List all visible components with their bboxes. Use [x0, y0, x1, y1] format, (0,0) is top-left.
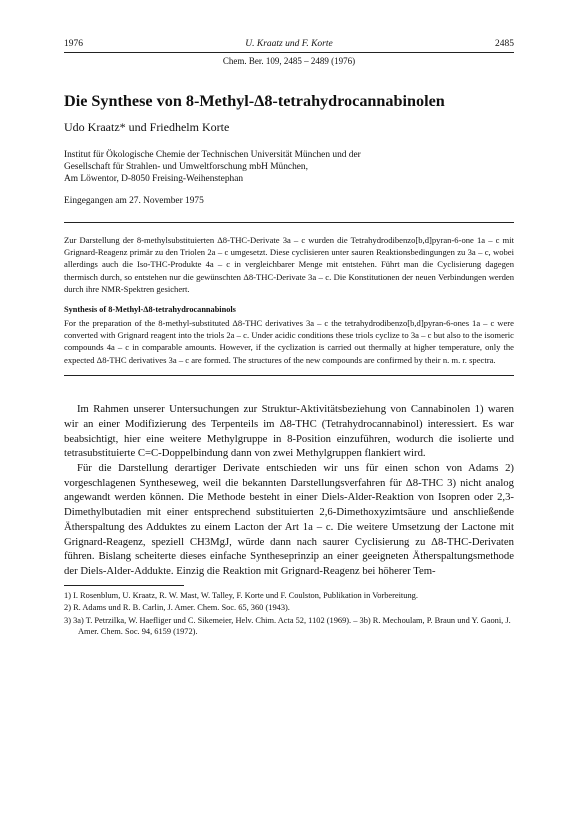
- institution-line: Am Löwentor, D-8050 Freising-Weihenstephan: [64, 174, 244, 185]
- institution-line: Institut für Ökologische Chemie der Technischen Universität München und der: [64, 150, 361, 160]
- abstract-german: Zur Darstellung der 8-methylsubstituierten Δ8-THC-Derivate 3a – c wurden die Tetrahydrodibenzo[b,d]pyran-6-one 1a – c mit Grignard-Reagenz primär zu den Triolen 2a – c umgesetzt. Diese cyclisieren unter sauren Reaktionsbedingungen zu 3a – c, wobei allerdings auch die Iso-THC-Produkte 4a – c in vergleichbarer Menge mit entstehen. Führt man die Cyclisierung dagegen thermisch durch, so entstehen nur die gewünschten Δ8-THC-Derivate 3a – c. Die Konstitutionen der neuen Verbindungen werden durch ihre NMR-Spektren gesichert.: [64, 234, 514, 295]
- body-paragraph: Für die Darstellung derartiger Derivate entschieden wir uns für einen schon von Adams 2) vorgeschlagenen Syntheseweg, weil die bekannten Darstellungsverfahren für Δ8-THC 3) nicht analog angewandt werden können. Die Methode besteht in einer Diels-Alder-Reaktion von Isopren oder 2,3-Dimethylbutadien mit einer entsprechend substituierten 2,6-Dimethoxyzimtsäure und anschließende Ätherspaltung des Adduktes zu einem Lacton der Art 1a – c. Die weitere Umsetzung der Lactone mit Grignard-Reagenz, speziell CH3MgJ, würde dann nach saurer Cyclisierung zu Δ8-THC-Derivaten führen. Bislang scheiterte dieses einfache Syntheseprinzip an einer geeigneten Ätherspaltungsmethode der Diels-Alder-Addukte. Einzig die Reaktion mit Grignard-Reagenz bei höherer Tem-: [64, 462, 514, 577]
- footnote: 2) R. Adams und R. B. Carlin, J. Amer. Chem. Soc. 65, 360 (1943).: [64, 603, 290, 613]
- abstract-english-title: Synthesis of 8-Methyl-Δ8-tetrahydrocannabinols: [64, 304, 236, 314]
- body-paragraph: Im Rahmen unserer Untersuchungen zur Struktur-Aktivitätsbeziehung von Cannabinolen 1) waren wir an einer Modifizierung des Terpenteils im Δ8-THC (Tetrahydrocannabinol) interessiert. Es war beabsichtigt, hier eine weitere Methylgruppe in 8-Position einzuführen, wodurch die isolierte und tetrasubstituierte C=C-Doppelbindung dann von zwei Methylgruppen flankiert wird.: [64, 403, 514, 460]
- header-rule: [64, 52, 514, 53]
- institution-block: [64, 149, 514, 186]
- author-line: Udo Kraatz* und Friedhelm Korte: [64, 120, 230, 134]
- abstract-english: For the preparation of the 8-methyl-substituted Δ8-THC derivatives 3a – c the tetrahydrodibenzo[b,d]pyran-6-ones 1a – c were converted with Grignard reagent into the triols 2a – c. Under acidic conditions these triols cyclize to 3a – c but also to the isomeric compounds 4a – c in comparable amounts. However, if the cyclization is carried out thermally at higher temperature, only the expected Δ8-THC derivatives 3a – c are formed. The structures of the new compounds are confirmed by their n. m. r. spectra.: [64, 317, 514, 365]
- received-date: Eingegangen am 27. November 1975: [64, 195, 204, 206]
- paper-title: Die Synthese von 8-Methyl-Δ8-tetrahydrocannabinolen: [64, 92, 445, 110]
- running-header: [64, 38, 514, 50]
- header-authors: U. Kraatz und F. Korte: [245, 39, 333, 49]
- footnote: 1) I. Rosenblum, U. Kraatz, R. W. Mast, W. Talley, F. Korte und F. Coulston, Publikation in Vorbereitung.: [64, 590, 418, 600]
- footnote-rule: [64, 585, 184, 586]
- footnotes: [64, 590, 514, 638]
- footnote: 3) 3a) T. Petrzilka, W. Haefliger und C. Sikemeier, Helv. Chim. Acta 52, 1102 (1969). – 3b) R. Mechoulam, P. Braun und Y. Gaoni, J. Amer. Chem. Soc. 94, 6159 (1972).: [64, 615, 511, 636]
- paper-page: [64, 38, 514, 638]
- abstract-box: [64, 222, 514, 377]
- header-year: 1976: [64, 39, 83, 49]
- journal-citation: Chem. Ber. 109, 2485 – 2489 (1976): [222, 56, 356, 66]
- header-page-number: 2485: [494, 39, 514, 49]
- institution-line: Gesellschaft für Strahlen- und Umweltforschung mbH München,: [64, 162, 308, 173]
